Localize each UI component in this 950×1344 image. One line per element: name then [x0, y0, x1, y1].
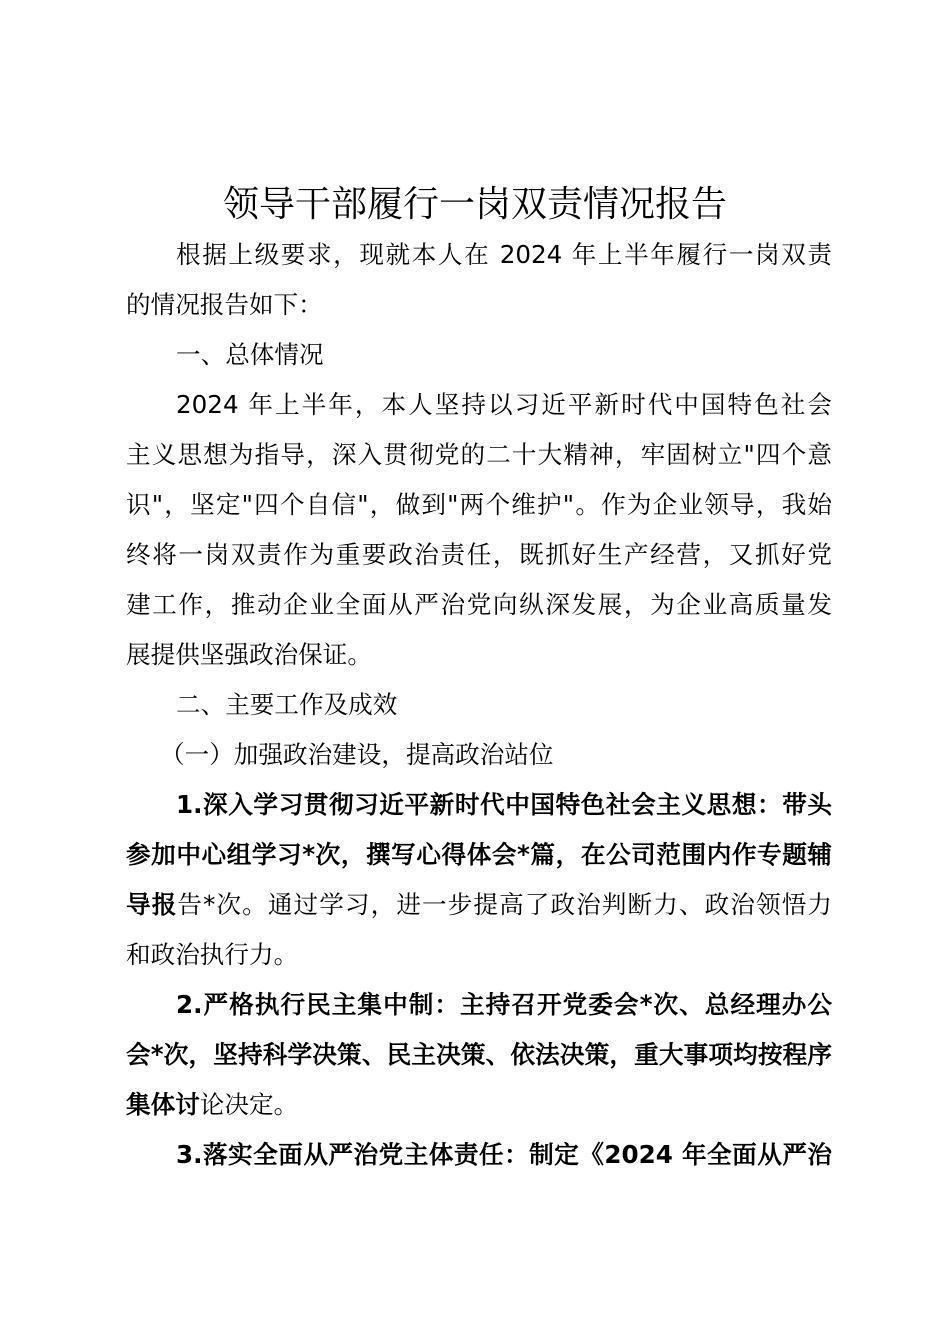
paragraph-line: 3.落实全面从严治党主体责任：制定《2024 年全面从严治: [176, 1140, 832, 1169]
paragraph-line: 参加中心组学习*次，撰写心得体会*篇，在公司范围内作专题辅: [126, 840, 832, 869]
section-heading: 一、总体情况: [176, 340, 324, 369]
document-title: 领导干部履行一岗双责情况报告: [222, 184, 727, 225]
paragraph-line: 1.深入学习贯彻习近平新时代中国特色社会主义思想：带头: [176, 790, 832, 819]
paragraph-line: 展提供坚强政治保证。: [126, 640, 372, 669]
paragraph-line: 和政治执行力。: [126, 940, 299, 969]
paragraph-line: 2.严格执行民主集中制：主持召开党委会*次、总经理办公: [176, 990, 832, 1019]
paragraph-line: 的情况报告如下：: [126, 290, 323, 319]
paragraph-line: 导报告*次。通过学习，进一步提高了政治判断力、政治领悟力: [126, 890, 832, 919]
paragraph-line: 识"，坚定"四个自信"，做到"两个维护"。作为企业领导，我始: [126, 490, 832, 519]
paragraph-line: 终将一岗双责作为重要政治责任，既抓好生产经营，又抓好党: [126, 540, 832, 569]
section-heading: 二、主要工作及成效: [176, 690, 398, 719]
paragraph-line: 2024 年上半年，本人坚持以习近平新时代中国特色社会: [176, 390, 832, 419]
paragraph-line: 主义思想为指导，深入贯彻党的二十大精神，牢固树立"四个意: [126, 440, 832, 469]
paragraph-line: 集体讨论决定。: [126, 1090, 299, 1119]
paragraph-line: 会*次，坚持科学决策、民主决策、依法决策，重大事项均按程序: [126, 1040, 832, 1069]
subsection-heading: （一）加强政治建设，提高政治站位: [160, 740, 554, 769]
paragraph-line: 根据上级要求，现就本人在 2024 年上半年履行一岗双责: [176, 240, 832, 269]
paragraph-line: 建工作，推动企业全面从严治党向纵深发展，为企业高质量发: [126, 590, 832, 619]
